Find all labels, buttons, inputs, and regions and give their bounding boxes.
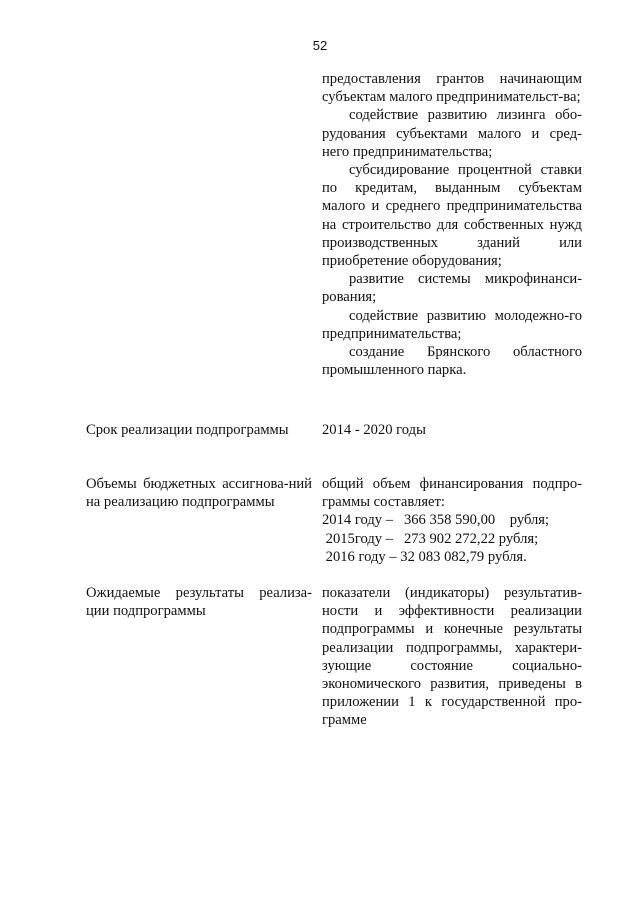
results-value bbox=[322, 584, 582, 730]
budget-intro: общий объем финансирования подпро-граммы составляет: bbox=[322, 476, 582, 511]
budget-year-2016: 2016 году – 32 083 082,79 рубля. bbox=[322, 548, 527, 565]
goals-continuation bbox=[322, 70, 582, 379]
budget-label: Объемы бюджетных ассигнова-ний на реализацию подпрограммы bbox=[86, 476, 312, 511]
page-number: 52 bbox=[312, 38, 328, 53]
paragraph-leasing: содействие развитию лизинга обо-рудования субъектами малого и сред-него предпринимательства; bbox=[322, 107, 582, 160]
term-value: 2014 - 2020 годы bbox=[322, 422, 426, 438]
budget-value bbox=[322, 475, 582, 566]
results-label: Ожидаемые результаты реализа-ции подпрограммы bbox=[86, 585, 312, 620]
budget-year-2015: 2015году – 273 902 272,22 рубля; bbox=[322, 530, 539, 547]
paragraph-industrial-park: создание Брянского областного промышленного парка. bbox=[322, 344, 582, 379]
paragraph-grants: предоставления грантов начинающим субъектам малого предпринимательст-ва; bbox=[322, 71, 582, 106]
paragraph-microfinance: развитие системы микрофинанси-рования; bbox=[322, 271, 582, 306]
budget-year-2014: 2014 году – 366 358 590,00 рубля; bbox=[322, 512, 550, 529]
paragraph-youth-business: содействие развитию молодежно-го предпринимательства; bbox=[322, 307, 582, 342]
term-label: Срок реализации подпрограммы bbox=[86, 422, 289, 438]
results-text: показатели (индикаторы) результатив-ности и эффективности реализации подпрограммы и конечные результаты реализации подпрограммы, характери-зующие состояние социально-экономического развития, приведены в приложении 1 к государственной про-грамме bbox=[322, 585, 582, 729]
paragraph-interest-subsidy: субсидирование процентной ставки по кредитам, выданным субъектам малого и среднего предпринимательства на строительство для собственных нужд производственных зданий или приобретение оборудования; bbox=[322, 162, 582, 270]
